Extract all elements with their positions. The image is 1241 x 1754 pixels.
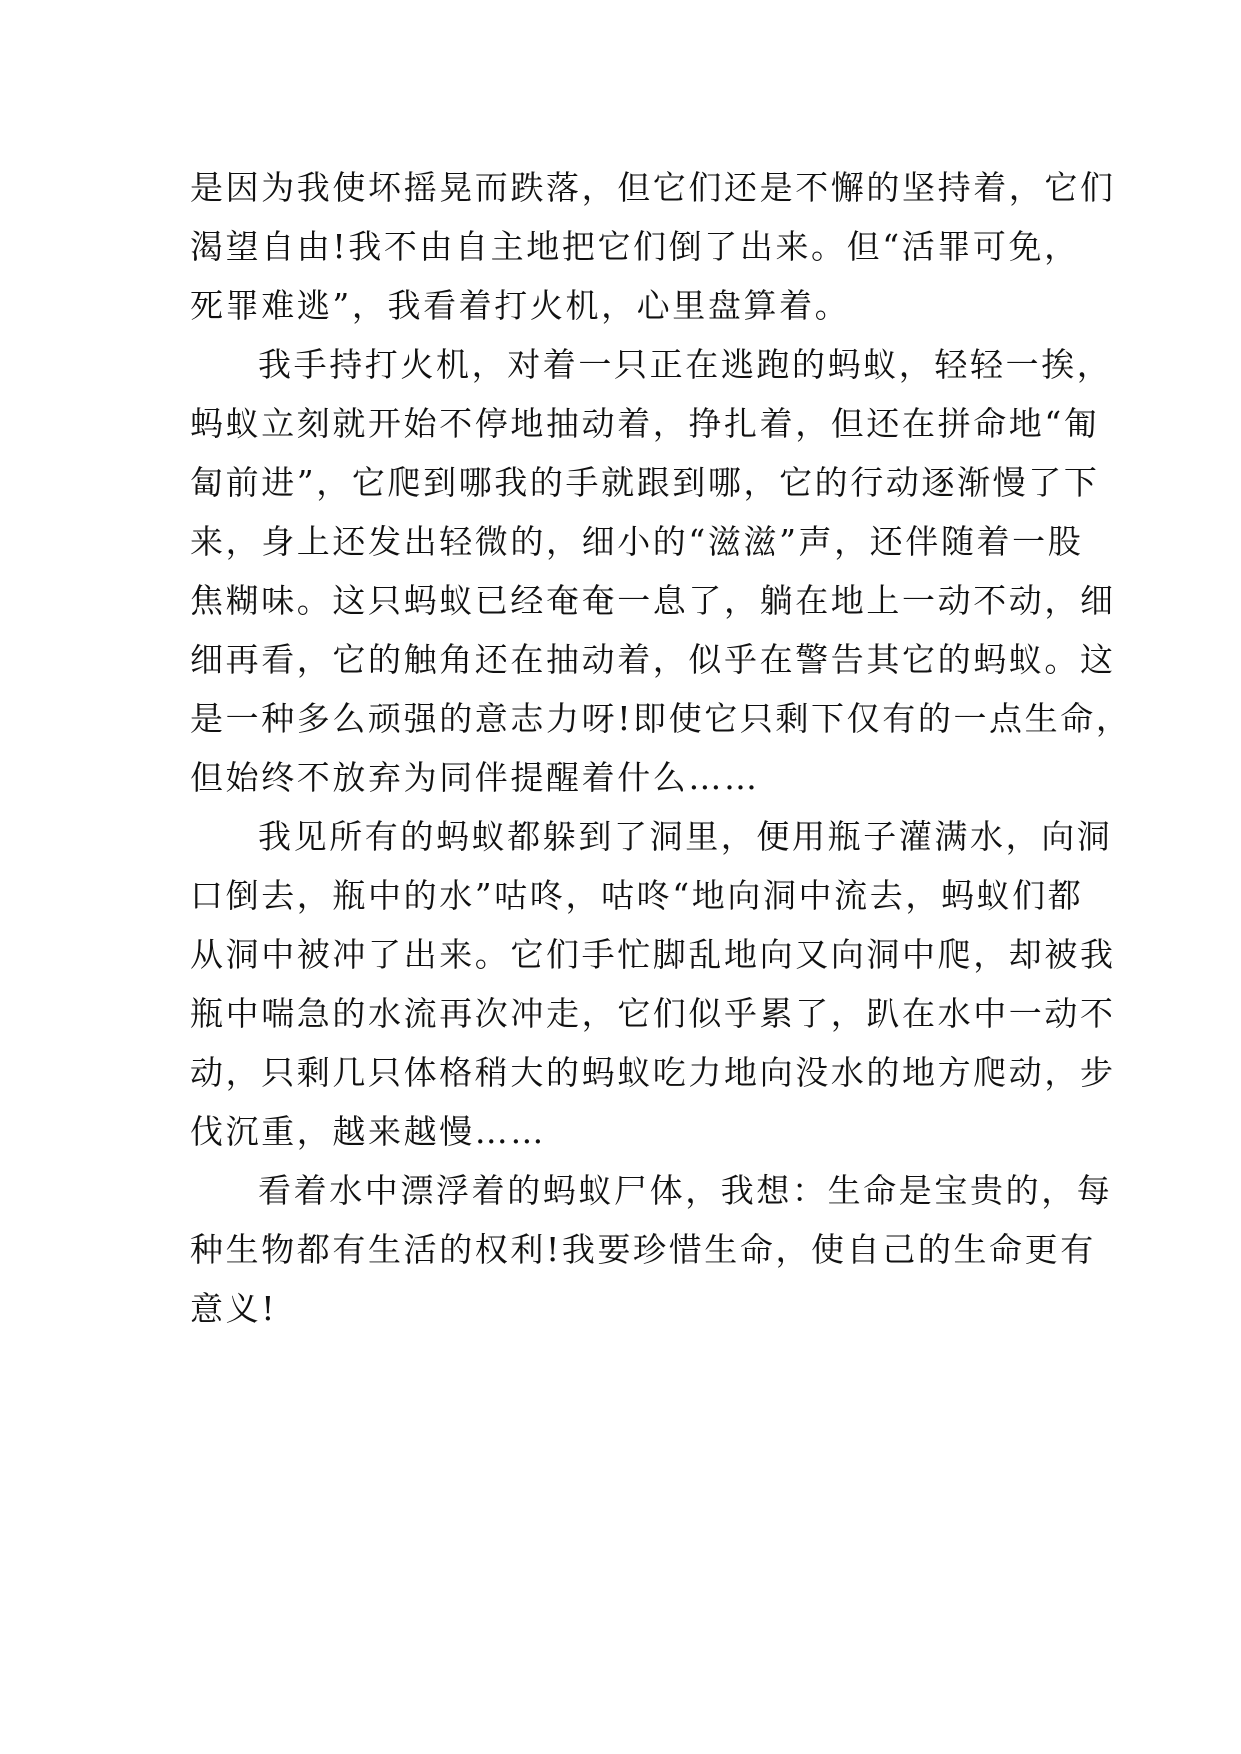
text-line: 瓶中喘急的水流再次冲走，它们似乎累了，趴在水中一动不 — [190, 994, 1116, 1033]
text-line: 是因为我使坏摇晃而跌落，但它们还是不懈的坚持着，它们 — [190, 168, 1116, 207]
text-line: 是一种多么顽强的意志力呀!即使它只剩下仅有的一点生命， — [190, 699, 1132, 738]
text-line: 伐沉重，越来越慢…… — [190, 1112, 546, 1151]
text-line: 死罪难逃”，我看着打火机，心里盘算着。 — [190, 286, 851, 325]
essay-text — [190, 158, 1132, 1338]
text-line: 动，只剩几只体格稍大的蚂蚁吃力地向没水的地方爬动，步 — [190, 1053, 1116, 1092]
text-line: 意义! — [190, 1289, 278, 1328]
text-line: 蚂蚁立刻就开始不停地抽动着，挣扎着，但还在拼命地“匍 — [190, 404, 1100, 443]
text-line: 焦糊味。这只蚂蚁已经奄奄一息了，躺在地上一动不动，细 — [190, 581, 1116, 620]
text-line: 我见所有的蚂蚁都躲到了洞里，便用瓶子灌满水，向洞 — [258, 817, 1113, 856]
text-line: 来，身上还发出轻微的，细小的“滋滋”声，还伴随着一股 — [190, 522, 1084, 561]
text-line: 我手持打火机，对着一只正在逃跑的蚂蚁，轻轻一挨， — [258, 345, 1113, 384]
text-line: 从洞中被冲了出来。它们手忙脚乱地向又向洞中爬，却被我 — [190, 935, 1116, 974]
text-line: 细再看，它的触角还在抽动着，似乎在警告其它的蚂蚁。这 — [190, 640, 1116, 679]
text-line: 但始终不放弃为同伴提醒着什么…… — [190, 758, 760, 797]
text-line: 种生物都有生活的权利!我要珍惜生命，使自己的生命更有 — [190, 1230, 1096, 1269]
text-line: 口倒去，瓶中的水”咕咚，咕咚“地向洞中流去，蚂蚁们都 — [190, 876, 1084, 915]
text-line: 匐前进”，它爬到哪我的手就跟到哪，它的行动逐渐慢了下 — [190, 463, 1100, 502]
text-line: 渴望自由!我不由自主地把它们倒了出来。但“活罪可免， — [190, 227, 1080, 266]
text-line: 看着水中漂浮着的蚂蚁尸体，我想：生命是宝贵的，每 — [258, 1171, 1113, 1210]
